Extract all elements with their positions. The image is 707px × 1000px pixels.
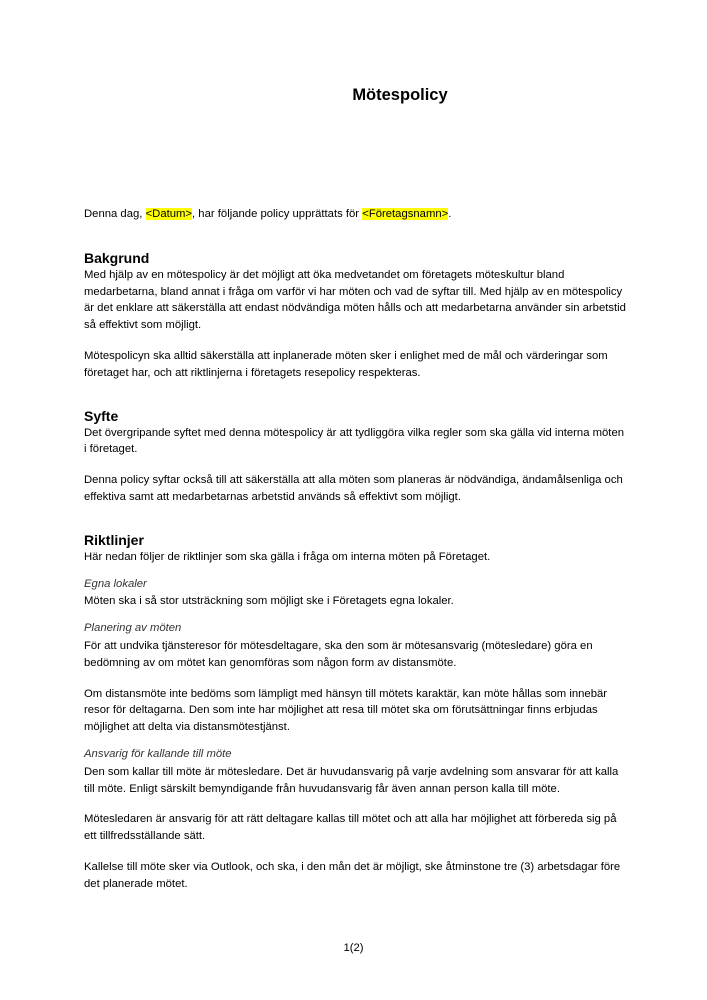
planering-paragraph-1: För att undvika tjänsteresor för mötesdeltagare, ska den som är mötesansvarig (mötesledare) göra en bedömning av om mötet kan genomföras som någon form av distansmöte. — [84, 639, 593, 669]
page-number: 1(2) — [343, 942, 364, 954]
intro-paragraph — [84, 206, 629, 223]
syfte-paragraph-2: Denna policy syftar också till att säkerställa att alla möten som planeras är nödvändiga, ändamålsenliga och effektiva samt att medarbetarnas arbetstid används så effektivt som möjligt. — [84, 474, 623, 503]
intro-prefix: Denna dag, — [84, 208, 146, 220]
document-title: Mötespolicy — [352, 86, 448, 104]
ansvarig-paragraph-3: Kallelse till möte sker via Outlook, och ska, i den mån det är möjligt, ske åtminstone tre (3) arbetsdagar före det planerade mötet. — [84, 860, 621, 890]
subheading-egna-lokaler: Egna lokaler — [84, 577, 147, 590]
date-placeholder: <Datum> — [145, 208, 193, 220]
heading-bakgrund: Bakgrund — [84, 249, 150, 266]
document-body — [84, 206, 629, 893]
company-placeholder: <Företagsnamn> — [362, 208, 449, 220]
subheading-ansvarig: Ansvarig för kallande till möte — [84, 747, 232, 760]
egna-lokaler-paragraph: Möten ska i så stor utsträckning som möjligt ske i Företagets egna lokaler. — [84, 595, 454, 608]
syfte-paragraph-1: Det övergripande syftet med denna mötespolicy är att tydliggöra vilka regler som ska gälla vid interna möten i företaget. — [84, 426, 625, 456]
planering-paragraph-2: Om distansmöte inte bedöms som lämpligt med hänsyn till mötets karaktär, kan möte hållas som innebär resor för deltagarna. Den som inte har möjlighet att resa till mötet ska om förutsättningar finns erbjudas möjlighet att delta via distansmötestjänst. — [84, 687, 608, 734]
heading-riktlinjer: Riktlinjer — [84, 531, 144, 548]
bakgrund-paragraph-2: Mötespolicyn ska alltid säkerställa att inplanerade möten sker i enlighet med de mål och värderingar som företaget har, och att riktlinjerna i företagets resepolicy respekteras. — [84, 349, 608, 379]
bakgrund-paragraph-1: Med hjälp av en mötespolicy är det möjligt att öka medvetandet om företagets möteskultur bland medarbetarna, bland annat i fråga om varför vi har möten och vad de syftar till. Med hjälp av en mötespolicy är det enklare att säkerställa att endast nödvändiga möten hålls och att medarbetarna använder sin arbetstid så effektivt som möjligt. — [84, 268, 626, 332]
subheading-planering: Planering av möten — [84, 622, 182, 635]
ansvarig-paragraph-2: Mötesledaren är ansvarig för att rätt deltagare kallas till mötet och att alla har möjlighet att förbereda sig på ett tillfredsställande sätt. — [84, 813, 617, 843]
heading-syfte: Syfte — [84, 407, 119, 424]
riktlinjer-intro: Här nedan följer de riktlinjer som ska gälla i fråga om interna möten på Företaget. — [84, 550, 491, 563]
intro-suffix: . — [448, 208, 452, 220]
ansvarig-paragraph-1: Den som kallar till möte är mötesledare. Det är huvudansvarig på varje avdelning som ansvarar för att kalla till möte. Enligt särskilt bemyndigande från huvudansvarig får även annan person kalla till möte. — [84, 765, 619, 795]
intro-middle: , har följande policy upprättats för — [192, 208, 363, 220]
